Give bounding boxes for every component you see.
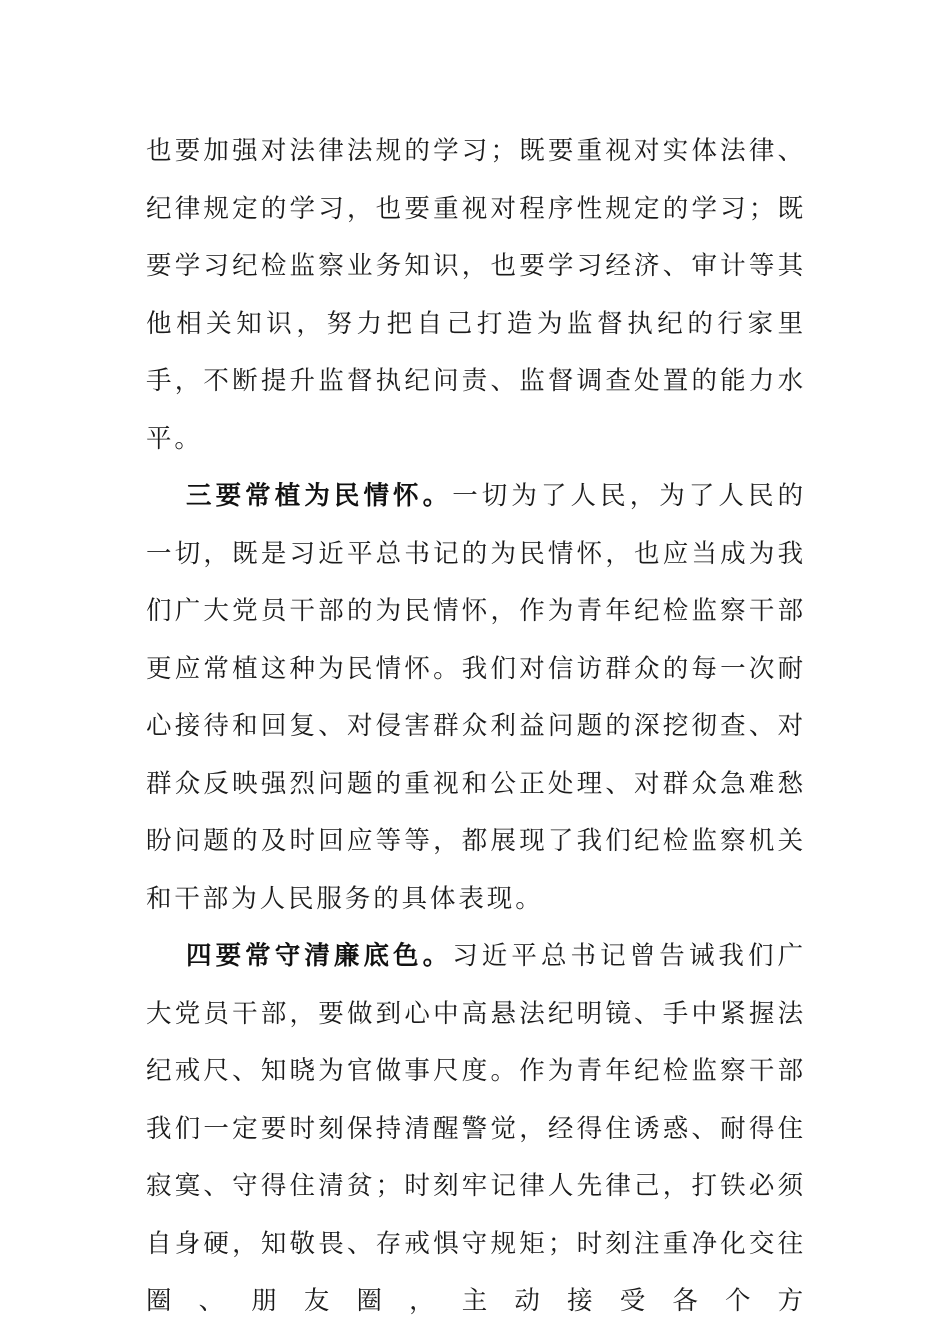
paragraph-1-text: 也要加强对法律法规的学习；既要重视对实体法律、纪律规定的学习，也要重视对程序性规定的学习；既要学习纪检监察业务知识，也要学习经济、审计等其他相关知识，努力把自己打造为监督执纪的行家里手，不断提升监督执纪问责、监督调查处置的能力水平。 xyxy=(146,136,806,454)
paragraph-2 xyxy=(146,468,806,928)
document-body xyxy=(146,123,806,1331)
paragraph-3 xyxy=(146,928,806,1331)
paragraph-3-heading: 四要常守清廉底色。 xyxy=(186,941,453,971)
paragraph-2-text: 一切为了人民，为了人民的一切，既是习近平总书记的为民情怀，也应当成为我们广大党员干部的为民情怀，作为青年纪检监察干部更应常植这种为民情怀。我们对信访群众的每一次耐心接待和回复、对侵害群众利益问题的深挖彻查、对群众反映强烈问题的重视和公正处理、对群众急难愁盼问题的及时回应等等，都展现了我们纪检监察机关和干部为人民服务的具体表现。 xyxy=(146,481,806,914)
paragraph-3-text: 习近平总书记曾告诫我们广大党员干部，要做到心中高悬法纪明镜、手中紧握法纪戒尺、知晓为官做事尺度。作为青年纪检监察干部我们一定要时刻保持清醒警觉，经得住诱惑、耐得住寂寞、守得住清贫；时刻牢记律人先律己，打铁必须自身硬，知敬畏、存戒惧守规矩；时刻注重净化交往圈、朋友圈，主动接受各个方 xyxy=(146,941,806,1316)
paragraph-2-heading: 三要常植为民情怀。 xyxy=(186,481,453,511)
paragraph-1 xyxy=(146,123,806,468)
